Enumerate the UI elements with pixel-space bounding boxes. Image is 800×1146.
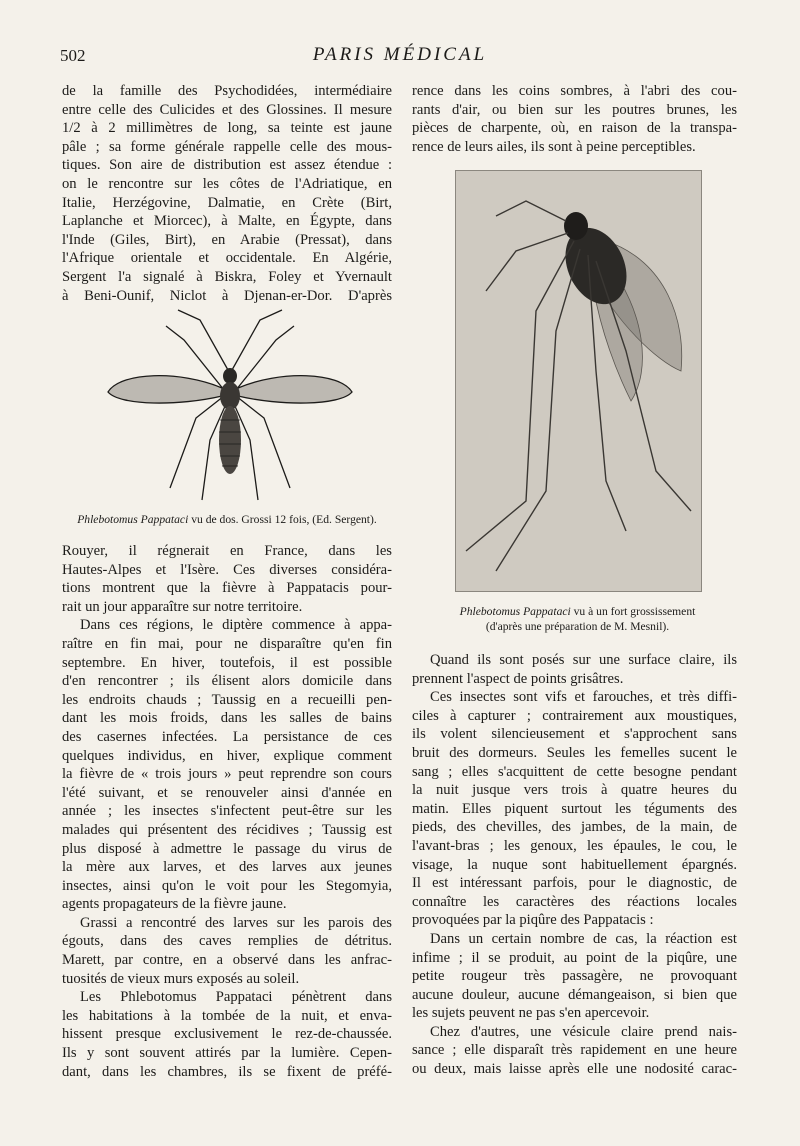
text-line: septembre. En hiver, toutefois, il est possible	[62, 654, 392, 671]
figure2-caption-species: Phlebotomus Pappataci	[459, 605, 571, 618]
text-line: pièces de charpente, où, en raison de la transpa-	[412, 120, 737, 137]
text-line: connaître les caractères des réactions locales	[412, 893, 737, 910]
text-line: aucune douleur, aucune démangeaison, si bien que	[412, 986, 737, 1003]
text-line: l'été suivant, et se renouveler ainsi d'année en	[62, 784, 392, 801]
text-line: ou deux, mais laisse après elle une nodosité carac-	[412, 1061, 737, 1078]
text-line: rait un jour apparaître sur notre territoire.	[62, 598, 303, 615]
mosquito-drawing-figure	[100, 300, 360, 505]
text-line: l'Afrique orientale et occidentale. En Algérie,	[62, 250, 392, 267]
text-line: Laplanche et Miorcec), à Malte, en Égypte, dans	[62, 213, 392, 230]
text-line: d'en rencontrer ; ils élisent alors domicile dans	[62, 673, 392, 690]
text-line: 1/2 à 2 millimètres de long, sa teinte est jaune	[62, 120, 392, 137]
text-line: année ; les insectes s'infectent peut-être sur les	[62, 803, 392, 820]
page-number: 502	[60, 46, 86, 65]
text-line: hissent presque exclusivement le rez-de-chaussée.	[62, 1026, 392, 1043]
figure1-caption-text: vu de dos. Grossi 12 fois, (Ed. Sergent).	[188, 513, 377, 526]
text-line: prennent l'aspect de points grisâtres.	[412, 670, 624, 687]
text-line: Grassi a rencontré des larves sur les parois des	[80, 914, 392, 931]
paragraph	[412, 1023, 737, 1079]
text-line: Hautes-Alpes et l'Isère. Ces diverses considéra-	[62, 561, 392, 578]
paragraph	[62, 988, 392, 1081]
text-line: pâle ; sa forme générale rappelle celle des mous-	[62, 138, 392, 155]
text-line: de la famille des Psychodidées, intermédiaire	[62, 83, 392, 99]
text-line: ciles à capturer ; contrairement aux moustiques,	[412, 707, 737, 724]
text-line: insectes, ainsi qu'on le voit pour les Stegomyia,	[62, 877, 392, 894]
text-line: Ces insectes sont vifs et farouches, et très diffi-	[430, 689, 737, 706]
text-line: l'avant-bras ; les genoux, les épaules, le cou, le	[412, 837, 737, 854]
text-line: pieds, des chevilles, des jambes, de la main, de	[412, 819, 737, 836]
paragraph	[412, 930, 737, 1023]
text-line: sance ; elle disparaît très rapidement en une heure	[412, 1042, 737, 1059]
text-line: la mère aux larves, et des larves aux jeunes	[62, 859, 392, 876]
text-line: plus disposé à admettre le passage du virus de	[62, 840, 392, 857]
text-line: la nuit jusque vers trois à quatre heures du	[412, 782, 737, 799]
text-line: bruit des dormeurs. Seules les femelles sucent le	[412, 744, 737, 761]
text-line: Italie, Herzégovine, Dalmatie, en Crète (Birt,	[62, 194, 392, 211]
text-line: quelques individus, en hiver, explique comment	[62, 747, 392, 764]
right-column-bottom	[412, 651, 737, 1079]
text-line: infime ; il se produit, au point de la piqûre, une	[412, 949, 737, 966]
paragraph	[412, 688, 737, 930]
left-column-top	[62, 82, 392, 305]
paragraph	[412, 651, 737, 688]
text-line: la fièvre de « trois jours » peut reprendre son cours	[62, 766, 392, 783]
text-line: matin. Elles piquent surtout les téguments des	[412, 800, 737, 817]
text-line: Dans ces régions, le diptère commence à appa-	[80, 617, 392, 634]
text-line: tions montrent que la fièvre à Pappatacis pour-	[62, 580, 392, 597]
text-line: raître en fin mai, pour ne disparaître qu'en fin	[62, 635, 392, 652]
text-line: les habitations à la tombée de la nuit, et enva-	[62, 1007, 392, 1024]
text-line: Rouyer, il régnerait en France, dans les	[62, 543, 392, 559]
figure2-caption	[415, 604, 740, 634]
right-column-top	[412, 82, 737, 156]
text-line: dant les mois froids, dans les salles de bains	[62, 710, 392, 727]
text-line: Chez d'autres, une vésicule claire prend nais-	[430, 1023, 737, 1040]
running-title: PARIS MÉDICAL	[312, 44, 488, 65]
text-line: Les Phlebotomus Pappataci pénètrent dans	[80, 989, 392, 1006]
text-line: Ils y sont souvent attirés par la lumière. Cepen-	[62, 1045, 392, 1062]
text-line: les endroits chauds ; Taussig en a recueilli pen-	[62, 691, 392, 708]
text-line: ils volent silencieusement et s'approchent sans	[412, 726, 737, 743]
text-line: sang ; elles s'acquittent de cette besogne pendant	[412, 763, 737, 780]
text-line: rence dans les coins sombres, à l'abri des cou-	[412, 83, 737, 99]
text-line: petite rougeur très passagère, ne provoquant	[412, 968, 737, 985]
text-line: Quand ils sont posés sur une surface claire, ils	[430, 652, 737, 668]
figure2-caption-line2: (d'après une préparation de M. Mesnil).	[485, 620, 670, 633]
paragraph	[62, 542, 392, 616]
text-line: à Beni-Ounif, Niclot à Djenan-er-Dor. D'après	[62, 287, 392, 304]
text-line: on le rencontre sur les côtes de l'Adriatique, en	[62, 175, 392, 192]
text-line: rants d'air, ou bien sur les poutres brunes, les	[412, 101, 737, 118]
figure2-caption-text: vu à un fort grossissement	[570, 605, 696, 618]
text-line: rence de leurs ailes, ils sont à peine perceptibles.	[412, 138, 696, 155]
text-line: Il est intéressant parfois, pour le diagnostic, de	[412, 875, 737, 892]
text-line: Marett, par contre, en a observé dans les anfrac-	[62, 952, 392, 969]
figure1-caption	[62, 512, 392, 527]
paragraph	[62, 616, 392, 914]
mosquito-photo-figure	[455, 170, 702, 592]
figure1-caption-species: Phlebotomus Pappataci	[77, 513, 189, 526]
left-column-bottom	[62, 542, 392, 1081]
paragraph	[62, 914, 392, 988]
text-line: égouts, dans des caves remplies de détritus.	[62, 933, 392, 950]
text-line: provoquées par la piqûre des Pappatacis :	[412, 912, 654, 929]
text-line: visage, la nuque sont habituellement épargnés.	[412, 856, 737, 873]
text-line: Sergent l'a signalé à Biskra, Foley et Yvernault	[62, 268, 392, 285]
text-line: agents propagateurs de la fièvre jaune.	[62, 896, 287, 913]
text-line: des casernes infectées. La persistance de ces	[62, 728, 392, 745]
text-line: malades qui présentent des récidives ; Taussig est	[62, 821, 392, 838]
text-line: les sujets peuvent ne pas s'en apercevoir.	[412, 1005, 650, 1022]
text-line: tiques. Son aire de distribution est assez étendue :	[62, 157, 392, 174]
text-line: l'Inde (Giles, Birt), en Arabie (Pressat), dans	[62, 231, 392, 248]
text-line: dant, dans les chambres, ils se fixent de préfé-	[62, 1063, 392, 1080]
text-line: Dans un certain nombre de cas, la réaction est	[430, 930, 737, 947]
text-line: tuosités de vieux murs exposés au soleil.	[62, 970, 300, 987]
text-line: entre celle des Culicides et des Glossines. Il mesure	[62, 101, 392, 118]
